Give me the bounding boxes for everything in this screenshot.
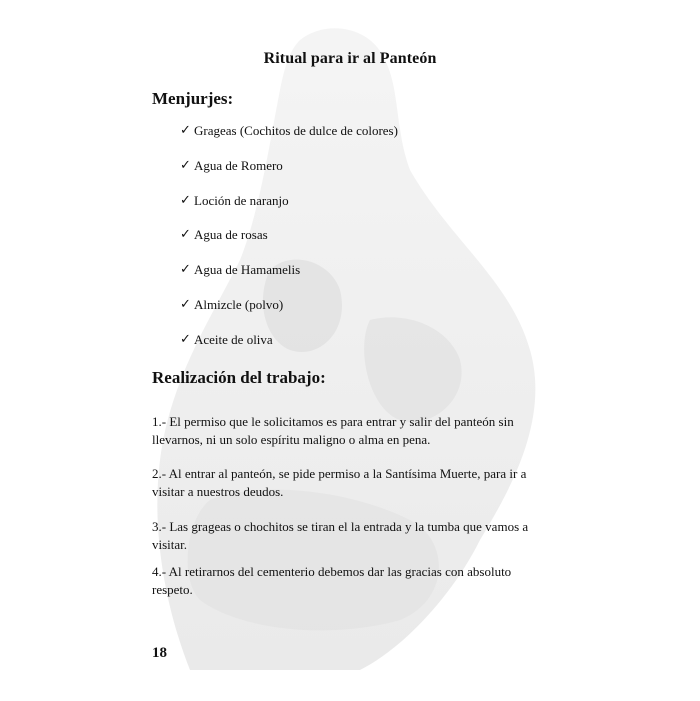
ingredient-label: Almizcle (polvo) [194,296,284,312]
check-icon: ✓ [180,331,191,347]
list-item [180,330,398,365]
list-item [180,121,398,156]
ingredient-label: Loción de naranjo [194,192,289,208]
page-number: 18 [152,645,167,661]
check-icon: ✓ [180,123,191,138]
check-icon: ✓ [180,157,191,173]
step-paragraph: 4.- Al retirarnos del cementerio debemos dar las gracias con absoluto respeto. [152,564,512,597]
list-item [180,295,398,330]
check-icon: ✓ [180,262,191,278]
list-item [180,191,398,226]
ingredient-label: Agua de rosas [194,227,268,243]
procedure-steps [152,413,552,612]
ingredient-label: Grageas (Cochitos de dulce de colores) [194,123,398,138]
ingredient-label: Aceite de oliva [194,331,273,347]
page-title: Ritual para ir al Panteón [263,50,437,67]
check-icon: ✓ [180,296,191,312]
ingredients-list [180,121,398,365]
list-item [180,225,398,260]
ingredients-heading: Menjurjes: [152,89,234,108]
step-paragraph: 2.- Al entrar al panteón, se pide permiso a la Santísima Muerte, para ir a visitar a nuestros deudos. [152,466,527,499]
check-icon: ✓ [180,227,191,243]
step-paragraph: 3.- Las grageas o chochitos se tiran el la entrada y la tumba que vamos a visitar. [152,519,529,552]
ingredient-label: Agua de Hamamelis [194,262,301,278]
check-icon: ✓ [180,192,191,208]
procedure-heading: Realización del trabajo: [152,368,326,387]
step-paragraph: 1.- El permiso que le solicitamos es para entrar y salir del panteón sin llevarnos, ni un solo espíritu maligno o alma en pena. [152,414,514,447]
list-item [180,156,398,191]
list-item [180,260,398,295]
ingredient-label: Agua de Romero [194,157,283,173]
